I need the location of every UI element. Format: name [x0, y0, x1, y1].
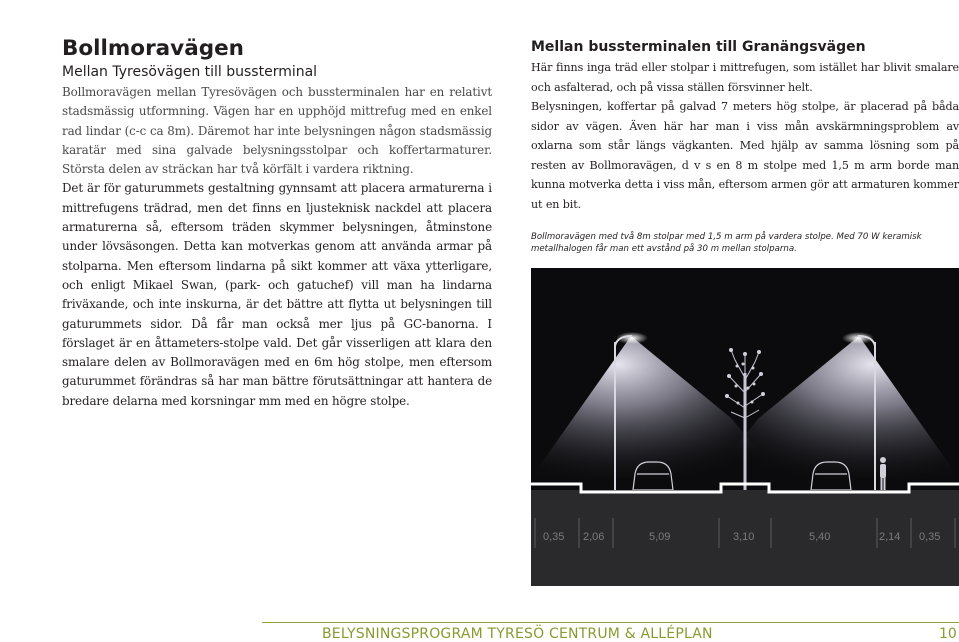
right-section-heading: Mellan bussterminalen till Granängsvägen [531, 39, 866, 55]
right-paragraph-2: Belysningen, koffertar på galvad 7 meters hög stolpe, är placerad på båda sidor av vägen. Även här har man i viss mån avskärmningsproblem av oxlarna som står längs vägkanten. Med hjälp av samma lösning som på resten av Bollmoravägen, d v s en 8 m stolpe med 1,5 m arm borde man kunna motverka detta i viss mån, eftersom armen gör att armaturen kommer ut en bit. [531, 100, 959, 211]
body-paragraph-2: Det är för gaturummets gestaltning gynnsamt att placera armaturerna i mittrefugens trädrad, men det finns en ljusteknisk nackdel att placera armaturerna så, eftersom träden skymmer belysningen, åtminstone under lövsäsongen. Detta kan motverkas genom att använda armar på stolparna. Men eftersom lindarna på sikt kommer att växa ytterligare, och enligt Mikael Swan, (park- och gatuchef) vill man ha lindarna friväxande, och inte inskurna, är det bättre att flytta ut belysningen till gaturummets sidor. Då får man också mer ljus på GC-banorna. I förslaget är en åttameters-stolpe vald. Det går visserligen att klara den smalare delen av Bollmoravägen med en 6m hög stolpe, men eftersom gaturummet förändras så har man bättre förutsättningar att hantera de bredare delarna med korsningar mm med en högre stolpe. [62, 181, 492, 408]
dim-label: 0,35 [919, 531, 941, 543]
footer-title: BELYSNINGSPROGRAM TYRESÖ CENTRUM & ALLÉPLAN [322, 626, 713, 642]
left-column [62, 36, 492, 411]
dim-label: 0,35 [543, 531, 565, 543]
right-column [531, 37, 959, 214]
dim-label: 2,06 [583, 531, 605, 543]
dim-label: 5,09 [649, 531, 671, 543]
dimension-labels [543, 531, 940, 543]
section-subtitle: Mellan Tyresövägen till bussterminal [62, 64, 318, 80]
page-number: 10 [939, 626, 957, 642]
footer-rule [262, 622, 959, 623]
dim-label: 2,14 [879, 531, 901, 543]
dim-label: 3,10 [733, 531, 755, 543]
dim-label: 5,40 [809, 531, 831, 543]
illustration-caption: Bollmoravägen med två 8m stolpar med 1,5 m arm på vardera stolpe. Med 70 W keramisk metallhalogen får man ett avstånd på 30 m mellan stolparna. [531, 232, 922, 254]
page-title: Bollmoravägen [62, 36, 244, 61]
body-paragraph-1: Bollmoravägen mellan Tyresövägen och bussterminalen har en relativt stadsmässig utformning. Vägen har en upphöjd mittrefug med en enkel rad lindar (c-c ca 8m). Däremot har inte belysningen någon stadsmässig karatär med sina galvade belysningsstolpar och koffertarmaturer. Största delen av sträckan har två körfält i vardera riktning. [62, 85, 492, 177]
right-paragraph-1: Här finns inga träd eller stolpar i mittrefugen, som istället har blivit smalare och asfalterad, och på vissa ställen försvinner helt. [531, 61, 959, 94]
street-lighting-illustration [531, 268, 959, 586]
street-section-svg [531, 268, 959, 586]
